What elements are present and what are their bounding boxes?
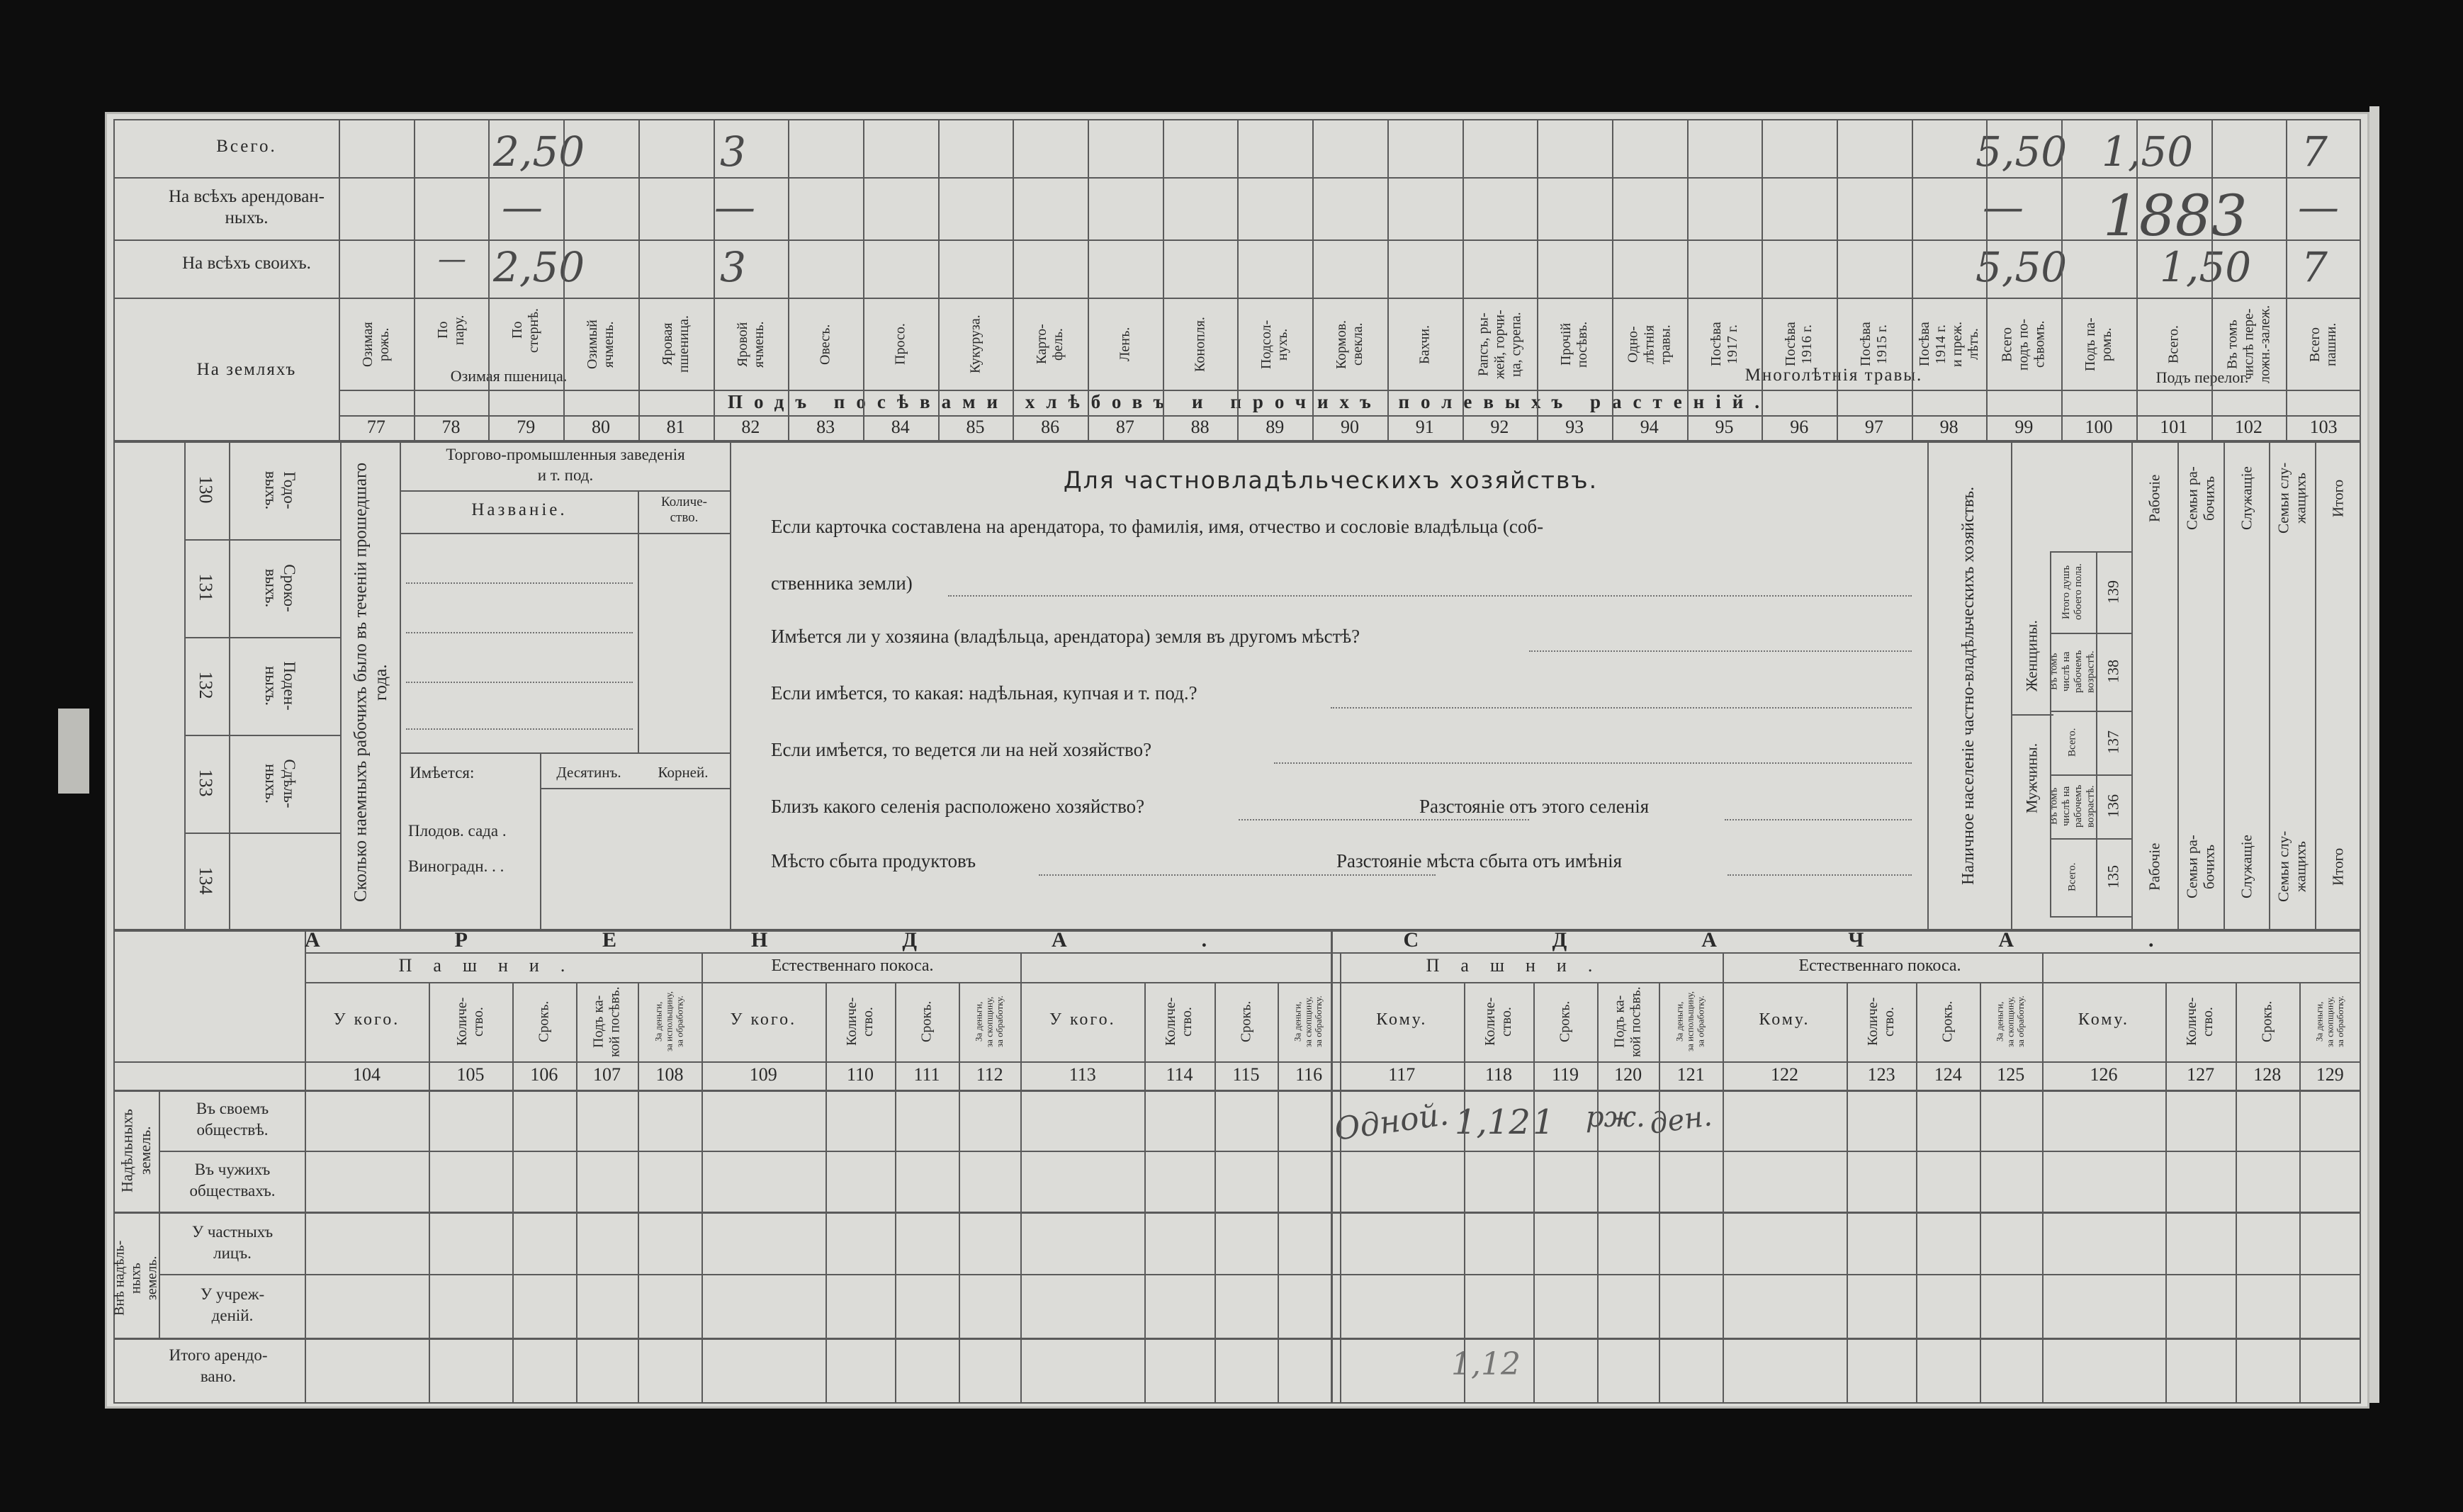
lease-number-118: 118 xyxy=(1484,1064,1512,1085)
divider xyxy=(2136,119,2138,441)
answer-line xyxy=(1274,762,1912,764)
column-header-94: Одно- лѣтнія травы. xyxy=(1625,325,1674,364)
divider xyxy=(113,1061,2361,1063)
trade-name-header: Названіе. xyxy=(471,500,568,519)
population-header-138: Въ томъ числѣ на рабочемъ возрастѣ. xyxy=(2048,650,2097,694)
hired-col-header-130: Годо- выхъ. xyxy=(262,470,299,510)
workers-header-bottom-4: Итого xyxy=(2329,847,2347,886)
divider xyxy=(1462,119,1464,441)
dotted-line xyxy=(406,728,633,730)
desyatin-header: Десятинъ. xyxy=(556,764,621,781)
question-4: Если имѣется, то ведется ли на ней хозяйство? xyxy=(771,739,1152,760)
divider xyxy=(638,119,640,441)
lease-number-120: 120 xyxy=(1614,1064,1642,1085)
divider xyxy=(2011,714,2053,716)
row-label-arend: На всѣхъ арендован- ныхъ. xyxy=(168,187,325,227)
column-header-92: Рапсъ, ры- жей, горчи- ца, сурепа. xyxy=(1475,310,1523,379)
column-header-78: По пару. xyxy=(434,315,467,346)
divider xyxy=(305,982,2361,983)
hw-svoi-79: 2,50 xyxy=(493,243,585,291)
divider xyxy=(730,441,731,930)
hired-label: Сколько наемныхъ рабочихъ было въ теченіи прошедшаго года. xyxy=(351,462,390,903)
lease-number-113: 113 xyxy=(1069,1064,1096,1085)
lease-number-109: 109 xyxy=(749,1064,777,1085)
sdacha-pashni: Пашни. xyxy=(1426,955,1614,976)
answer-line xyxy=(1039,874,1436,876)
divider xyxy=(184,637,340,638)
column-number-89: 89 xyxy=(1266,417,1285,437)
lease-header-120: Подъ ка- кой посѣвъ. xyxy=(1611,986,1644,1057)
row-chuzhih: Въ чужихъ обществахъ. xyxy=(189,1161,276,1200)
band-label: Подъ посѣвами хлѣбовъ и прочихъ полевыхъ растеній. xyxy=(727,391,1771,412)
lease-number-106: 106 xyxy=(530,1064,558,1085)
population-number-139: 139 xyxy=(2104,580,2122,604)
divider xyxy=(305,930,306,1404)
hw-arend-82: — xyxy=(714,183,755,231)
hired-col-number-131: 131 xyxy=(196,573,216,602)
column-number-81: 81 xyxy=(666,417,685,437)
column-number-97: 97 xyxy=(1864,417,1883,437)
question-5: Близъ какого селенія расположено хозяйство? xyxy=(771,796,1145,817)
hw-svoi-103: 7 xyxy=(2301,243,2328,291)
hw-arend-79: — xyxy=(502,183,543,231)
divider xyxy=(1163,119,1164,441)
question-3: Если имѣется, то какая: надѣльная, купчая и т. под.? xyxy=(771,682,1197,704)
zhen-label: Женщины. xyxy=(2022,620,2041,692)
lease-header-127: Количе- ство. xyxy=(2184,997,2216,1046)
lease-header-113: У кого. xyxy=(1049,1010,1116,1029)
workers-header-bottom-2: Служащіе xyxy=(2237,835,2255,898)
divider xyxy=(1687,119,1689,441)
column-header-98: Посѣва 1914 г. и преж. лѣтъ. xyxy=(1916,321,1981,368)
arenda-pokos: Естественнаго покоса. xyxy=(771,957,934,975)
question-1b: ственника земли) xyxy=(771,572,913,594)
arenda-label: АРЕНДА. xyxy=(305,928,1342,952)
column-header-87: Ленъ. xyxy=(1117,327,1133,362)
vinograd-label: Виноградн. . . xyxy=(408,857,505,875)
group-mnogolet: Многолѣтнія травы. xyxy=(1745,366,1923,385)
divider xyxy=(340,441,342,930)
workers-header-top-3: Семьи слу- жащихъ xyxy=(2275,462,2309,534)
hw-vsego-101: 1,50 xyxy=(2102,128,2194,176)
lease-number-127: 127 xyxy=(2187,1064,2215,1085)
lease-header-115: Срокъ. xyxy=(1238,1000,1254,1043)
lease-number-112: 112 xyxy=(976,1064,1003,1085)
column-header-96: Посѣва 1916 г. xyxy=(1783,322,1815,367)
column-number-79: 79 xyxy=(517,417,536,437)
workers-header-top-1: Семьи ра- бочихъ xyxy=(2183,466,2218,530)
imeetsya-label: Имѣется: xyxy=(410,764,475,782)
divider xyxy=(540,788,730,789)
lease-header-109: У кого. xyxy=(730,1010,797,1029)
column-header-91: Бахчи. xyxy=(1416,325,1433,364)
lease-number-108: 108 xyxy=(655,1064,684,1085)
hw-r1-121: ден. xyxy=(1647,1100,1714,1141)
answer-line xyxy=(1239,819,1529,820)
hired-col-number-132: 132 xyxy=(196,671,216,699)
column-header-99: Всего подъ по- сѣвомъ. xyxy=(1999,318,2048,371)
column-number-94: 94 xyxy=(1640,417,1659,437)
row-itogo: Итого арендо- вано. xyxy=(169,1346,268,1385)
divider xyxy=(540,752,541,930)
divider xyxy=(113,1338,2361,1340)
lease-number-129: 129 xyxy=(2316,1064,2344,1085)
divider xyxy=(1612,119,1613,441)
lease-number-115: 115 xyxy=(1232,1064,1260,1085)
hw-vsego-99: 5,50 xyxy=(1976,128,2068,176)
lease-header-111: Срокъ. xyxy=(918,1000,935,1043)
lease-header-121: За деньги, за испольщину, за обработку. xyxy=(1674,991,1706,1052)
row-svoem: Въ своемъ обществѣ. xyxy=(196,1100,269,1139)
column-header-84: Просо. xyxy=(892,323,908,366)
row-uchrezh: У учреж- деній. xyxy=(200,1285,265,1324)
column-number-96: 96 xyxy=(1790,417,1809,437)
divider xyxy=(1986,119,1988,441)
divider xyxy=(2211,119,2213,441)
divider xyxy=(184,735,340,736)
column-number-86: 86 xyxy=(1041,417,1060,437)
lease-header-107: Подъ ка- кой посѣвъ. xyxy=(590,986,623,1057)
hired-col-number-133: 133 xyxy=(196,769,216,797)
hired-col-number-134: 134 xyxy=(196,867,216,895)
column-number-101: 101 xyxy=(2160,417,2188,437)
hw-svoi-82: 3 xyxy=(720,243,746,291)
lease-header-128: Срокъ. xyxy=(2259,1000,2275,1043)
population-number-138: 138 xyxy=(2104,660,2122,684)
column-header-80: Озимый ячмень. xyxy=(584,320,616,369)
hired-col-header-132: Поден- ныхъ. xyxy=(262,661,299,711)
lease-header-123: Количе- ство. xyxy=(1865,997,1898,1046)
lease-number-114: 114 xyxy=(1166,1064,1193,1085)
lease-number-111: 111 xyxy=(913,1064,940,1085)
divider xyxy=(2011,441,2012,930)
divider xyxy=(184,539,340,541)
trade-qty-header: Количе- ство. xyxy=(661,495,707,525)
column-number-83: 83 xyxy=(816,417,835,437)
lease-number-124: 124 xyxy=(1934,1064,1962,1085)
column-number-98: 98 xyxy=(1939,417,1958,437)
population-header-137: Всего. xyxy=(2066,728,2078,757)
question-2: Имѣется ли у хозяина (владѣльца, арендатора) земля въ другомъ мѣстѣ? xyxy=(771,626,1360,647)
divider xyxy=(1837,119,1838,441)
column-number-91: 91 xyxy=(1415,417,1434,437)
answer-line xyxy=(1725,819,1912,820)
divider xyxy=(229,441,230,930)
dotted-line xyxy=(406,682,633,683)
divider xyxy=(159,1274,2361,1275)
divider xyxy=(400,752,730,754)
lease-number-125: 125 xyxy=(1997,1064,2025,1085)
column-header-102: Въ томъ числѣ пере- ложн.-залеж. xyxy=(2224,305,2272,384)
answer-line xyxy=(1728,874,1912,876)
column-header-79: По стернѣ. xyxy=(509,308,542,353)
sdacha-pokos: Естественнаго покоса. xyxy=(1798,957,1961,975)
column-header-103: Всего пашни. xyxy=(2307,322,2340,366)
column-header-88: Конопля. xyxy=(1192,317,1208,372)
divider xyxy=(339,119,340,441)
lease-header-119: Срокъ. xyxy=(1557,1000,1573,1043)
divider xyxy=(1312,119,1314,441)
column-header-90: Кормов. свекла. xyxy=(1333,320,1365,369)
divider xyxy=(159,1090,160,1338)
divider xyxy=(938,119,940,441)
column-number-102: 102 xyxy=(2234,417,2262,437)
hw-r1-119: 1 xyxy=(1533,1102,1555,1142)
lease-header-126: Кому. xyxy=(2078,1010,2130,1029)
column-header-100: Подъ па- ромъ. xyxy=(2082,317,2115,371)
column-number-82: 82 xyxy=(741,417,760,437)
column-number-103: 103 xyxy=(2309,417,2338,437)
group-perelog: Подъ перелог. xyxy=(2155,368,2249,386)
row-chastnyh: У частныхъ лицъ. xyxy=(191,1223,274,1262)
lease-header-122: Кому. xyxy=(1759,1010,1810,1029)
hw-arend-103: — xyxy=(2298,183,2339,231)
divider xyxy=(1013,119,1014,441)
divider xyxy=(563,119,565,441)
lease-header-117: Кому. xyxy=(1376,1010,1428,1029)
question-6b: Разстояніе мѣста сбыта отъ имѣнія xyxy=(1336,850,1623,871)
lease-header-105: Количе- ство. xyxy=(453,997,486,1046)
answer-line xyxy=(1331,707,1912,709)
workers-header-top-0: Рабочіе xyxy=(2146,474,2163,522)
lease-number-121: 121 xyxy=(1676,1064,1705,1085)
lease-header-124: Срокъ. xyxy=(1939,1000,1956,1043)
korney-header: Корней. xyxy=(658,764,709,781)
lease-header-112: За деньги, за скопщину, за обработку. xyxy=(973,995,1005,1048)
lease-number-110: 110 xyxy=(846,1064,874,1085)
divider xyxy=(1927,441,1929,930)
group-nadel: Надѣльныхъ земель. xyxy=(118,1109,154,1192)
sdacha-label: СДАЧА. xyxy=(1403,928,2289,952)
column-header-93: Прочій посѣвъ. xyxy=(1558,321,1591,368)
muzh-label: Мужчины. xyxy=(2022,743,2041,813)
column-header-83: Овесъ. xyxy=(817,324,833,365)
divider xyxy=(400,533,730,534)
column-number-88: 88 xyxy=(1190,417,1210,437)
hired-col-header-133: Сдѣль- ныхъ. xyxy=(262,759,299,808)
plodov-label: Плодов. сада . xyxy=(408,822,507,840)
group-ozim: Озимая пшеница. xyxy=(450,367,568,385)
column-number-77: 77 xyxy=(366,417,385,437)
hw-total-118: 1,12 xyxy=(1451,1346,1521,1382)
lease-number-105: 105 xyxy=(456,1064,485,1085)
divider xyxy=(2061,119,2063,441)
divider xyxy=(2050,551,2051,916)
column-header-85: Кукуруза. xyxy=(966,315,983,374)
column-number-90: 90 xyxy=(1340,417,1359,437)
lease-number-116: 116 xyxy=(1295,1064,1323,1085)
population-number-135: 135 xyxy=(2104,865,2122,889)
divider xyxy=(400,441,401,930)
column-number-92: 92 xyxy=(1490,417,1509,437)
divider xyxy=(1387,119,1389,441)
hw-vsego-103: 7 xyxy=(2301,128,2328,176)
lease-header-104: У кого. xyxy=(333,1010,400,1029)
arenda-pashni: Пашни. xyxy=(398,955,587,976)
divider xyxy=(863,119,864,441)
divider xyxy=(113,1212,2361,1214)
divider xyxy=(1762,119,1763,441)
hw-r1-120: рж. xyxy=(1586,1101,1645,1134)
column-header-97: Посѣва 1915 г. xyxy=(1857,322,1890,367)
hw-arend-99: — xyxy=(1983,183,2024,231)
hired-col-header-131: Сроко- выхъ. xyxy=(262,564,299,612)
census-card xyxy=(105,112,2369,1409)
hw-r1-117: Одной. xyxy=(1332,1095,1451,1149)
private-title: Для частновладѣльческихъ хозяйствъ. xyxy=(1063,466,1599,494)
population-number-137: 137 xyxy=(2104,730,2122,755)
lease-number-126: 126 xyxy=(2090,1064,2118,1085)
hw-arend-101: 1883 xyxy=(2103,183,2248,249)
column-header-95: Посѣва 1917 г. xyxy=(1708,322,1740,367)
population-header-139: Итого душъ обоего пола. xyxy=(2060,563,2084,621)
group-vnenadel: Внѣ надѣль- ныхъ земель. xyxy=(111,1240,160,1316)
divider xyxy=(2096,551,2097,916)
divider xyxy=(714,119,715,441)
page-edge xyxy=(2369,106,2379,1403)
population-label: Наличное населеніе частно-владѣльческихъ хозяйствъ. xyxy=(1959,486,1978,886)
divider xyxy=(1088,119,1089,441)
lease-number-128: 128 xyxy=(2253,1064,2282,1085)
column-header-77: Озимая рожь. xyxy=(359,322,392,367)
column-number-80: 80 xyxy=(591,417,610,437)
population-header-136: Въ томъ числѣ на рабочемъ возрастѣ. xyxy=(2048,784,2097,828)
lease-number-122: 122 xyxy=(1770,1064,1798,1085)
lease-header-118: Количе- ство. xyxy=(1482,997,1514,1046)
dotted-line xyxy=(406,582,633,584)
lease-header-116: За деньги, за скопщину, за обработку. xyxy=(1292,995,1324,1048)
row-label-vsego: Всего. xyxy=(216,137,277,156)
divider xyxy=(2286,119,2287,441)
lease-header-125: За деньги, за скопщину, за обработку. xyxy=(1994,995,2027,1048)
lease-header-114: Количе- ство. xyxy=(1163,997,1195,1046)
hw-svoi-99: 5,50 xyxy=(1976,243,2068,291)
column-header-101: Всего. xyxy=(2165,325,2182,364)
lease-number-123: 123 xyxy=(1867,1064,1895,1085)
hw-r1-118: 1,12 xyxy=(1455,1102,1531,1142)
divider xyxy=(400,490,730,492)
hw-vsego-79: 2,50 xyxy=(493,128,585,176)
column-number-95: 95 xyxy=(1715,417,1734,437)
column-number-93: 93 xyxy=(1565,417,1584,437)
question-5b: Разстояніе отъ этого селенія xyxy=(1419,796,1650,817)
column-header-86: Карто- фель. xyxy=(1034,324,1066,365)
divider xyxy=(638,490,639,752)
lease-number-104: 104 xyxy=(352,1064,381,1085)
population-number-136: 136 xyxy=(2104,794,2122,818)
binding-tab xyxy=(58,709,89,794)
column-number-100: 100 xyxy=(2085,417,2113,437)
workers-header-top-2: Служащіе xyxy=(2237,466,2255,530)
dotted-line xyxy=(406,632,633,633)
divider xyxy=(1237,119,1239,441)
lease-number-119: 119 xyxy=(1551,1064,1579,1085)
column-number-99: 99 xyxy=(2014,417,2034,437)
divider xyxy=(414,119,415,441)
hired-col-number-130: 130 xyxy=(196,475,216,504)
answer-line xyxy=(1529,650,1912,652)
lease-header-106: Срокъ. xyxy=(536,1000,552,1043)
lease-header-108: За деньги, за испольщину, за обработку. xyxy=(653,991,685,1052)
answer-line xyxy=(948,595,1912,597)
lease-header-110: Количе- ство. xyxy=(843,997,876,1046)
workers-header-bottom-0: Рабочіе xyxy=(2146,842,2163,891)
column-number-78: 78 xyxy=(441,417,461,437)
trade-title: Торгово-промышленныя заведенія и т. под. xyxy=(446,446,685,484)
divider xyxy=(305,952,2361,954)
column-number-84: 84 xyxy=(891,417,910,437)
divider xyxy=(488,119,490,441)
row-label-svoi: На всѣхъ своихъ. xyxy=(182,254,311,273)
question-6: Мѣсто сбыта продуктовъ xyxy=(771,850,976,871)
column-header-89: Подсол- нухъ. xyxy=(1258,320,1291,369)
divider xyxy=(184,441,186,930)
workers-header-bottom-3: Семьи слу- жащихъ xyxy=(2275,830,2309,903)
workers-header-top-4: Итого xyxy=(2329,479,2347,517)
column-header-81: Яровая пшеница. xyxy=(659,315,692,373)
question-1: Если карточка составлена на арендатора, то фамилія, имя, отчество и сословіе владѣльца (соб- xyxy=(771,516,1544,537)
hw-svoi-101: 1,50 xyxy=(2160,243,2252,291)
divider xyxy=(184,833,340,834)
divider xyxy=(159,1151,2361,1152)
hw-svoi-78: — xyxy=(438,243,466,276)
column-number-85: 85 xyxy=(966,417,985,437)
lease-number-107: 107 xyxy=(592,1064,621,1085)
column-header-82: Яровой ячмень. xyxy=(734,321,767,368)
column-number-87: 87 xyxy=(1115,417,1134,437)
divider xyxy=(2050,916,2131,918)
lease-number-117: 117 xyxy=(1388,1064,1416,1085)
workers-header-bottom-1: Семьи ра- бочихъ xyxy=(2183,835,2218,898)
population-header-135: Всего. xyxy=(2066,862,2078,892)
divider xyxy=(1537,119,1538,441)
hw-vsego-82: 3 xyxy=(720,128,746,176)
divider xyxy=(1912,119,1913,441)
lease-header-129: За деньги, за скопщину, за обработку. xyxy=(2313,995,2345,1048)
divider xyxy=(788,119,789,441)
hired-col-header-134 xyxy=(235,835,325,927)
row-label-zemlyah: На земляхъ xyxy=(196,360,297,379)
divider xyxy=(113,1090,2361,1092)
